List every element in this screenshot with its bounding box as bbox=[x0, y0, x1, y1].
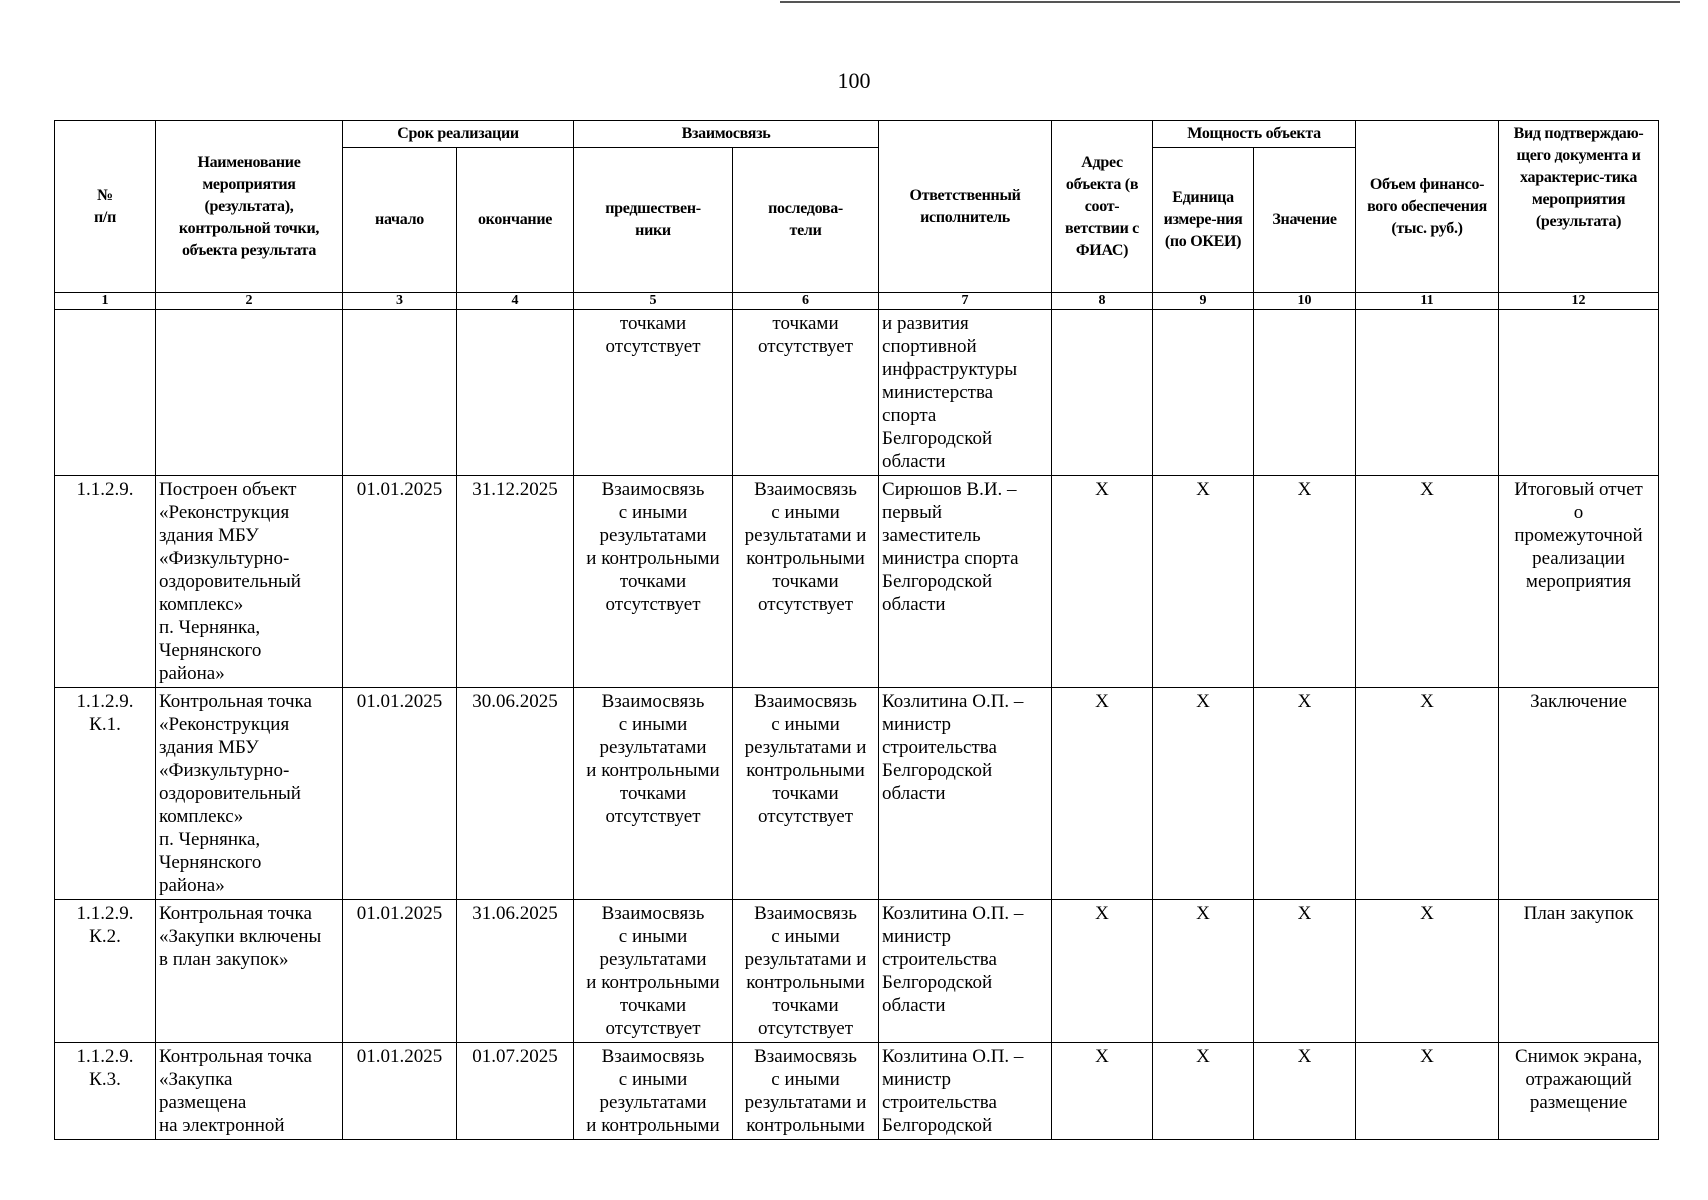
cell-unit bbox=[1153, 310, 1254, 476]
cell-start: 01.01.2025 bbox=[343, 1043, 457, 1140]
cell-predecessors: точками отсутствует bbox=[574, 310, 733, 476]
column-number: 9 bbox=[1153, 293, 1254, 310]
cell-end: 31.12.2025 bbox=[457, 476, 574, 688]
table-row bbox=[55, 476, 1659, 688]
col-header-predecessors-text: предшествен- ники bbox=[605, 200, 701, 239]
cell-number bbox=[55, 310, 156, 476]
col-header-financing: Объем финансо-вого обеспечения (тыс. руб.) bbox=[1356, 121, 1499, 293]
cell-start: 01.01.2025 bbox=[343, 476, 457, 688]
cell-predecessors: Взаимосвязь с иными результатами и контрольными точками отсутствует bbox=[574, 688, 733, 900]
col-header-responsible: Ответственный исполнитель bbox=[879, 121, 1052, 293]
cell-start: 01.01.2025 bbox=[343, 900, 457, 1043]
column-number-row bbox=[55, 293, 1659, 310]
table-row bbox=[55, 310, 1659, 476]
column-number: 11 bbox=[1356, 293, 1499, 310]
cell-document: Снимок экрана, отражающий размещение bbox=[1499, 1043, 1659, 1140]
cell-financing: X bbox=[1356, 476, 1499, 688]
cell-document: Заключение bbox=[1499, 688, 1659, 900]
scan-top-rule bbox=[780, 1, 1680, 3]
group-header-term: Срок реализации bbox=[343, 121, 574, 148]
cell-number: 1.1.2.9. bbox=[55, 476, 156, 688]
cell-name: Контрольная точка «Реконструкция здания МБУ «Физкультурно- оздоровительный комплекс» п. Чернянка, Чернянского района» bbox=[156, 688, 343, 900]
cell-unit: X bbox=[1153, 900, 1254, 1043]
cell-name bbox=[156, 310, 343, 476]
col-header-number-text: № п/п bbox=[94, 186, 116, 226]
cell-value: X bbox=[1254, 1043, 1356, 1140]
table-header-row bbox=[55, 121, 1659, 148]
cell-predecessors: Взаимосвязь с иными результатами и контрольными bbox=[574, 1043, 733, 1140]
cell-successors: Взаимосвязь с иными результатами и контрольными точками отсутствует bbox=[733, 688, 879, 900]
cell-successors: Взаимосвязь с иными результатами и контрольными точками отсутствует bbox=[733, 900, 879, 1043]
col-header-end: окончание bbox=[457, 148, 574, 293]
cell-value: X bbox=[1254, 688, 1356, 900]
cell-value: X bbox=[1254, 900, 1356, 1043]
table-row bbox=[55, 688, 1659, 900]
cell-unit: X bbox=[1153, 476, 1254, 688]
column-number: 1 bbox=[55, 293, 156, 310]
cell-address: X bbox=[1052, 900, 1153, 1043]
col-header-value: Значение bbox=[1254, 148, 1356, 293]
cell-document bbox=[1499, 310, 1659, 476]
cell-value: X bbox=[1254, 476, 1356, 688]
cell-address: X bbox=[1052, 476, 1153, 688]
cell-responsible: и развития спортивной инфраструктуры министерства спорта Белгородской области bbox=[879, 310, 1052, 476]
column-number: 10 bbox=[1254, 293, 1356, 310]
col-header-number bbox=[55, 121, 156, 293]
column-number: 7 bbox=[879, 293, 1052, 310]
cell-responsible: Козлитина О.П. – министр строительства Белгородской области bbox=[879, 900, 1052, 1043]
cell-address: X bbox=[1052, 1043, 1153, 1140]
cell-financing: X bbox=[1356, 900, 1499, 1043]
cell-number: 1.1.2.9. К.3. bbox=[55, 1043, 156, 1140]
cell-unit: X bbox=[1153, 688, 1254, 900]
column-number: 3 bbox=[343, 293, 457, 310]
cell-start: 01.01.2025 bbox=[343, 688, 457, 900]
cell-document: Итоговый отчет о промежуточной реализации мероприятия bbox=[1499, 476, 1659, 688]
cell-predecessors: Взаимосвязь с иными результатами и контрольными точками отсутствует bbox=[574, 476, 733, 688]
cell-name: Контрольная точка «Закупки включены в план закупок» bbox=[156, 900, 343, 1043]
column-number: 5 bbox=[574, 293, 733, 310]
col-header-name: Наименование мероприятия (результата), контрольной точки, объекта результата bbox=[156, 121, 343, 293]
column-number: 12 bbox=[1499, 293, 1659, 310]
cell-end: 31.06.2025 bbox=[457, 900, 574, 1043]
plan-table bbox=[54, 120, 1659, 1140]
col-header-successors-text: последова- тели bbox=[768, 200, 843, 239]
cell-successors: точками отсутствует bbox=[733, 310, 879, 476]
cell-financing: X bbox=[1356, 1043, 1499, 1140]
cell-address bbox=[1052, 310, 1153, 476]
group-header-capacity: Мощность объекта bbox=[1153, 121, 1356, 148]
cell-start bbox=[343, 310, 457, 476]
col-header-start: начало bbox=[343, 148, 457, 293]
cell-successors: Взаимосвязь с иными результатами и контрольными bbox=[733, 1043, 879, 1140]
table-row bbox=[55, 1043, 1659, 1140]
cell-responsible: Козлитина О.П. – министр строительства Белгородской области bbox=[879, 688, 1052, 900]
cell-end bbox=[457, 310, 574, 476]
column-number: 2 bbox=[156, 293, 343, 310]
cell-end: 01.07.2025 bbox=[457, 1043, 574, 1140]
cell-name: Контрольная точка «Закупка размещена на электронной bbox=[156, 1043, 343, 1140]
column-number: 8 bbox=[1052, 293, 1153, 310]
cell-document: План закупок bbox=[1499, 900, 1659, 1043]
cell-name: Построен объект «Реконструкция здания МБУ «Физкультурно- оздоровительный комплекс» п. Чернянка, Чернянского района» bbox=[156, 476, 343, 688]
col-header-predecessors bbox=[574, 148, 733, 293]
col-header-document: Вид подтверждаю-щего документа и характерис-тика мероприятия (результата) bbox=[1499, 121, 1659, 293]
cell-end: 30.06.2025 bbox=[457, 688, 574, 900]
page-number: 100 bbox=[837, 68, 871, 93]
cell-number: 1.1.2.9. К.2. bbox=[55, 900, 156, 1043]
cell-financing bbox=[1356, 310, 1499, 476]
cell-successors: Взаимосвязь с иными результатами и контрольными точками отсутствует bbox=[733, 476, 879, 688]
col-header-successors bbox=[733, 148, 879, 293]
cell-address: X bbox=[1052, 688, 1153, 900]
col-header-unit: Единица измере-ния (по ОКЕИ) bbox=[1153, 148, 1254, 293]
cell-value bbox=[1254, 310, 1356, 476]
column-number: 4 bbox=[457, 293, 574, 310]
group-header-link: Взаимосвязь bbox=[574, 121, 879, 148]
table-row bbox=[55, 900, 1659, 1043]
cell-unit: X bbox=[1153, 1043, 1254, 1140]
cell-predecessors: Взаимосвязь с иными результатами и контрольными точками отсутствует bbox=[574, 900, 733, 1043]
cell-number: 1.1.2.9. К.1. bbox=[55, 688, 156, 900]
col-header-address: Адрес объекта (в соот-ветствии с ФИАС) bbox=[1052, 121, 1153, 293]
cell-responsible: Сирюшов В.И. – первый заместитель министра спорта Белгородской области bbox=[879, 476, 1052, 688]
column-number: 6 bbox=[733, 293, 879, 310]
cell-responsible: Козлитина О.П. – министр строительства Белгородской bbox=[879, 1043, 1052, 1140]
cell-financing: X bbox=[1356, 688, 1499, 900]
